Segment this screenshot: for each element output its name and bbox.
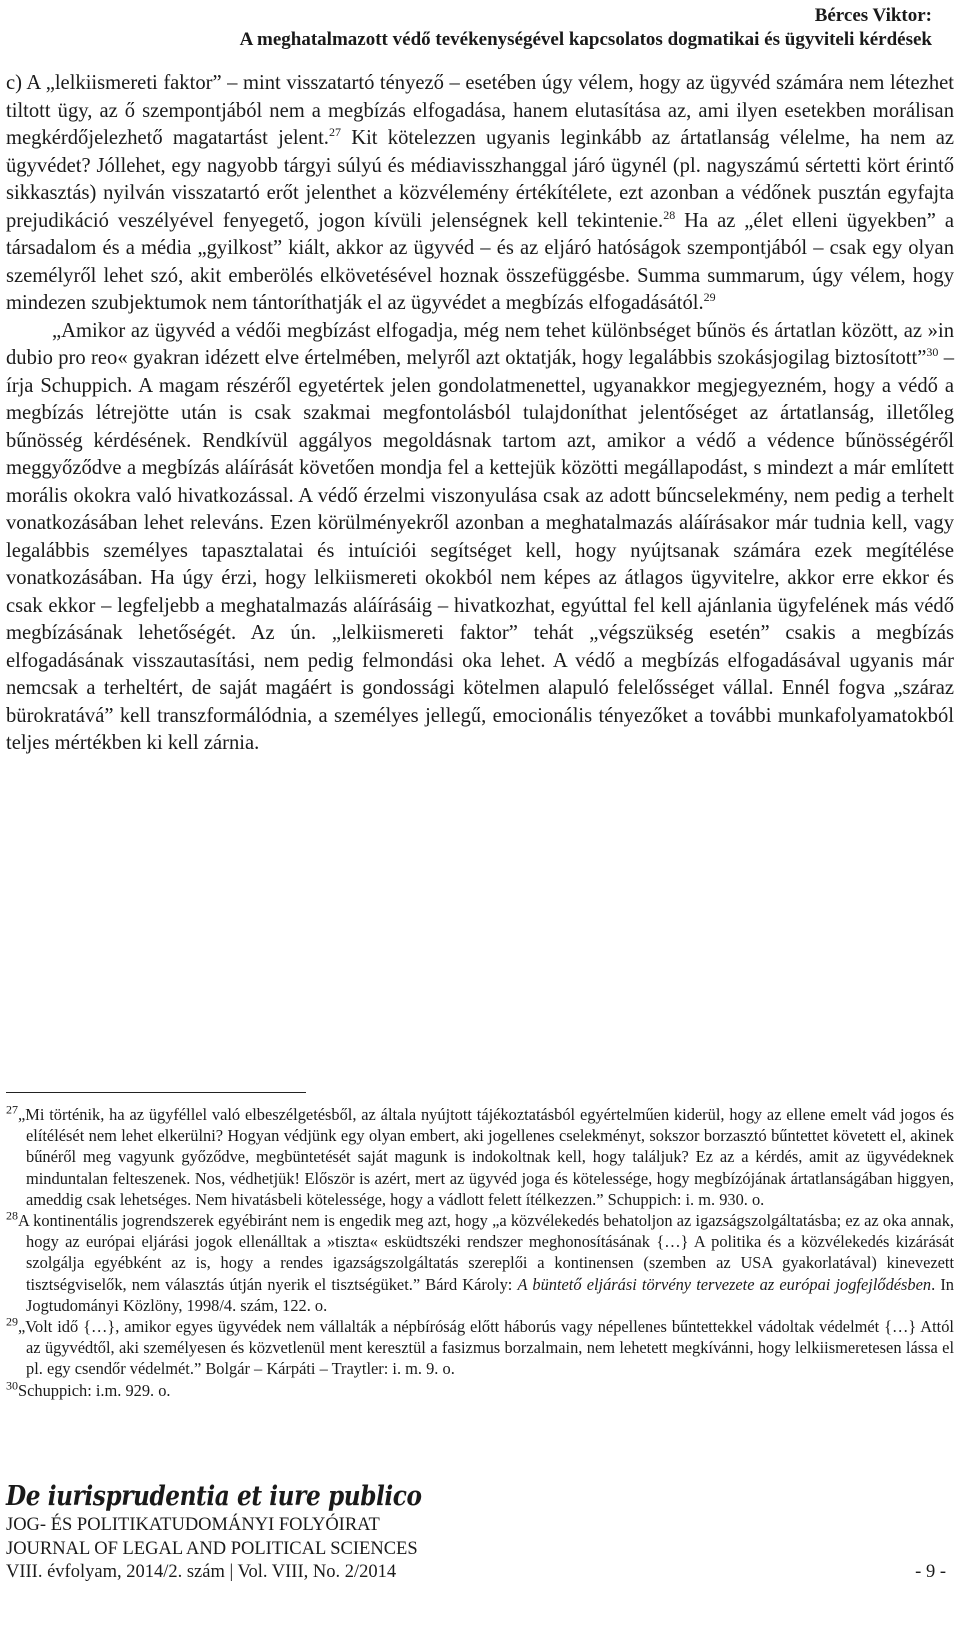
footnote-30 bbox=[6, 1380, 954, 1401]
page-header bbox=[240, 4, 932, 52]
footnote-text: A kontinentális jogrendszerek egyébiránt nem is engedik meg azt, hogy „a közvélekedés behatoljon az igazságszolgáltatásba; ez az oka annak, hogy az európai eljárási jogok ellenálltak a »tiszta« esküdtszéki rendszer meghonosításának {…} A politika és a közvélekedés kizárását szolgálja egyébként az is, hogy a rendes igazságszolgáltatás szereplői a kontinensen (szemben az USA gyakorlatával) kinevezett tisztségviselők, nem választás útján nyerik el tisztségüket.” Bárd Károly: bbox=[18, 1211, 954, 1294]
footnote-ref-28[interactable]: 28 bbox=[663, 207, 676, 222]
paragraph-2-part-2: – írja Schuppich. A magam részéről egyetértek jelen gondolatmenettel, ugyanakkor megjegyezném, hogy a védő a megbízás létrejötte után is csak szakmai megfontolásból tulajdoníthat jelentőséget az ártatlanság, illetőleg bűnösség kérdésének. Rendkívül aggályos megoldásnak tartom azt, amikor a védő a védence bűnösségéről meggyőződve a megbízás aláírását követően mondja fel a kettejük közötti megállapodást, s mindezt a már említett morális okokra való hivatkozással. A védő érzelmi viszonyulása csak az adott bűncselekmény, nem pedig a terhelt vonatkozásában lehet releváns. Ezen körülményekről azonban a meghatalmazás aláírásakor már tudnia kell, vagy legalábbis személyes tapasztalatai és intuíciói segítséget kell, hogy nyújtsanak számára ezek megítélése vonatkozásában. Ha úgy érzi, hogy lelkiismereti okokból nem képes az átlagos ügyvitelre, akkor erre ekkor és csak ekkor – legfeljebb a meghatalmazás aláírásáig – hivatkozhat, egyúttal fel kell ajánlania ügyfelének más védő megbízásának lehetőségét. Az ún. „lelkiismereti faktor” tehát „végszükség esetén” csakis a megbízás elfogadásának visszautasítási, nem pedig felmondási oka lehet. A védő a megbízás elfogadásával ugyanis már nemcsak a terheltért, de saját magáért is gondossági kötelmen alapuló felelősséget vállal. Ennél fogva „száraz bürokratává” kell transzformálódnia, a személyes jellegű, emocionális tényezőket a további munkafolyamatokból teljes mértékben ki kell zárnia. bbox=[6, 347, 954, 754]
paragraph-2 bbox=[6, 318, 954, 758]
footnote-ref-30[interactable]: 30 bbox=[926, 345, 939, 360]
footnote-ref-29[interactable]: 29 bbox=[703, 290, 716, 305]
footnote-text-after: . In Jogtudományi Közlöny, 1998/4. szám, 122. o. bbox=[26, 1274, 954, 1315]
footnote-number: 30 bbox=[6, 1378, 18, 1393]
paragraph-1-part-2: Kit kötelezzen ugyanis leginkább az ártatlanság vélelme, ha nem az ügyvédet? Jóllehet, egy nagyobb tárgyi súlyú és médiavisszhanggal járó ügynél (pl. nagyszámú sértetti kört érintő sikkasztás) nyilván visszatartó erőt jelenthet a közvélemény értékítélete, ezt azonban a védőnek pusztán egyfajta prejudikáció veszélyével fenyegető, jogon kívüli jelenségnek kell tekintenie. bbox=[6, 127, 954, 232]
footnote-text: „Volt idő {…}, amikor egyes ügyvédek nem vállalták a népbíróság előtt háborús vagy népellenes bűntettekkel vádoltak védelmét {…} Attól az ügyvédtől, aki személyesen és közvetlenül ment keresztül a fasizmus borzalmain, nem lehetett megkívánni, hogy lelkiismeretesen lássa el pl. egy csendőr védelmét.” Bolgár – Kárpáti – Traytler: i. m. 9. o. bbox=[18, 1317, 954, 1379]
paragraph-1-part-1: c) A „lelkiismereti faktor” – mint visszatartó tényező – esetében úgy vélem, hogy az ügyvéd számára nem létezhet tiltott ügy, az ő szempontjából nem a megbízás elfogadása, hanem elutasítása az, ami ilyen esetekben morálisan megkérdőjelezhető magatartást jelent. bbox=[6, 72, 954, 149]
volume-info: VIII. évfolyam, 2014/2. szám | Vol. VIII, No. 2/2014 bbox=[6, 1562, 397, 1582]
paragraph-1 bbox=[6, 70, 954, 318]
footnote-text: Schuppich: i.m. 929. o. bbox=[18, 1380, 171, 1400]
page-footer bbox=[6, 1480, 954, 1585]
footnote-29 bbox=[6, 1316, 954, 1380]
header-author: Bérces Viktor: bbox=[814, 5, 932, 26]
paragraph-1-part-3: Ha az „élet elleni ügyekben” a társadalom és a média „gyilkost” kiált, akkor az ügyvéd – és az eljáró hatóságok szempontjából – csak egy olyan személyről lehet szó, akit emberölés elkövetésével hoznak összefüggésbe. Summa summarum, úgy vélem, hogy mindezen szubjektumok nem tántoríthatják el az ügyvédet a megbízás elfogadásától. bbox=[6, 209, 954, 314]
footnote-separator bbox=[6, 1092, 306, 1093]
main-text bbox=[6, 70, 954, 758]
footnote-number: 29 bbox=[6, 1314, 18, 1329]
journal-title-hu: JOG- ÉS POLITIKATUDOMÁNYI FOLYÓIRAT bbox=[6, 1515, 380, 1535]
header-title: A meghatalmazott védő tevékenységével kapcsolatos dogmatikai és ügyviteli kérdések bbox=[239, 29, 932, 50]
page-number: - 9 - bbox=[915, 1562, 946, 1582]
footnote-text: „Mi történik, ha az ügyféllel való elbeszélgetésből, az általa nyújtott tájékoztatásból egyértelműen kiderül, hogy az ellene emelt vád jogos és elítélését nem lehet elkerülni? Hogyan védjünk egy olyan embert, aki jogellenes cselekményt, sokszor borzasztó bűntettet követett el, akinek bűnéről meg vagyunk győződve, megbüntetését saját magunk is indokoltnak kell, hogy találjuk? Ez az a kérdés, amit az ügyvédeknek minduntalan felteszenek. Nos, védhetjük! Először is azért, mert az ügyvéd joga és kötelessége, hogy megbízójának ártatlanságában higgyen, ameddig csak lehetséges. Nem hivatásbeli kötelessége, hogy a vádlott felett ítélkezzen.” Schuppich: i. m. 930. o. bbox=[18, 1105, 954, 1209]
footnote-number: 27 bbox=[6, 1102, 18, 1117]
journal-title-en: JOURNAL OF LEGAL AND POLITICAL SCIENCES bbox=[6, 1538, 418, 1559]
cited-title: A büntető eljárási törvény tervezete az európai jogfejlődésben bbox=[517, 1274, 932, 1294]
paragraph-2-part-1: „Amikor az ügyvéd a védői megbízást elfogadja, még nem tehet különbséget bűnös és ártatlan között, az »in dubio pro reo« gyakran idézett elve értelmében, melyről azt oktatják, hogy legalábbis szokásjogilag biztosított” bbox=[6, 319, 954, 369]
journal-logo: De iurisprudentia et iure publico bbox=[6, 1481, 422, 1512]
footnote-ref-27[interactable]: 27 bbox=[328, 125, 341, 140]
footer-bottom-line bbox=[6, 1561, 954, 1585]
footnotes bbox=[6, 1104, 954, 1401]
footnote-number: 28 bbox=[6, 1208, 18, 1223]
footnote-28 bbox=[6, 1210, 954, 1316]
footnote-27 bbox=[6, 1104, 954, 1210]
